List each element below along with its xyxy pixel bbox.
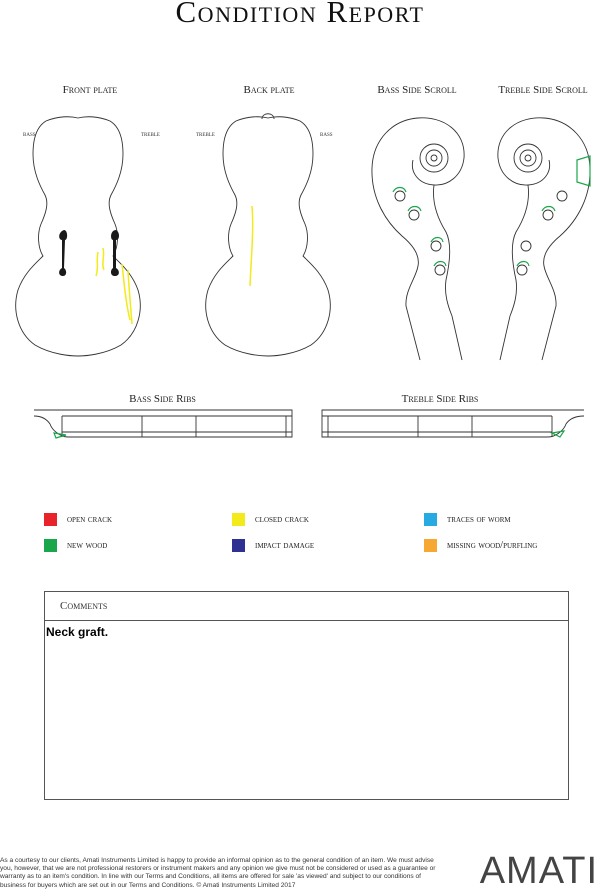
bass-peg-hole-3: [431, 241, 441, 251]
legend-label: impact damage: [255, 540, 315, 551]
new-wood-marks: [54, 156, 590, 438]
bass-peg-hole-2: [409, 210, 419, 220]
closed-crack-swatch: [232, 513, 245, 526]
back-plate-outline: [206, 117, 331, 356]
bass-ribs-outline: [34, 410, 292, 437]
treble-peg-hole-1: [557, 191, 567, 201]
bass-scroll-label: Bass Side Scroll: [377, 84, 457, 96]
treble-peg-hole-3: [521, 241, 531, 251]
page-title: Condition Report: [175, 0, 425, 29]
treble-scroll-outline: [498, 118, 590, 360]
comments-header: [45, 592, 568, 621]
legend-label: closed crack: [255, 514, 309, 525]
comments-box: [44, 591, 569, 800]
front-bass-side-label: bass: [23, 130, 36, 138]
treble-peg-hole-4: [517, 265, 527, 275]
legend-label: new wood: [67, 540, 108, 551]
open-crack-swatch: [44, 513, 57, 526]
back-plate-label: Back plate: [243, 84, 295, 96]
f-holes: [59, 230, 119, 276]
treble-ribs-label: Treble Side Ribs: [401, 393, 479, 405]
bass-peg-hole-4: [435, 265, 445, 275]
disclaimer-text: As a courtesy to our clients, Amati Instruments Limited is happy to provide an informal opinion as to the general condition of an item. We must advise you, however, that we are not professional restorers or instrument makers and any opinion we give must not be considered or used as a guarantee or warranty as to an item's condition. In line with our Terms and Conditions, all items are offered for sale 'as viewed' and subject to our conditions of business for buyers which are set out in our Terms and Conditions. © Amati Instruments Limited 2017: [0, 857, 436, 889]
legend-label: traces of worm: [447, 514, 511, 525]
front-treble-side-label: treble: [141, 130, 160, 138]
closed-crack-marks: [96, 206, 253, 324]
legend-label: open crack: [67, 514, 113, 525]
impact-damage-swatch: [232, 539, 245, 552]
amati-logo: AMATI: [479, 850, 598, 892]
comments-text[interactable]: Neck graft.: [46, 625, 109, 639]
back-treble-side-label: treble: [196, 130, 215, 138]
legend-label: missing wood/purfling: [447, 540, 538, 551]
bass-peg-hole-1: [395, 191, 405, 201]
comments-heading: Comments: [60, 600, 108, 612]
traces-of-worm-swatch: [424, 513, 437, 526]
front-plate-label: Front plate: [62, 84, 118, 96]
bass-ribs-label: Bass Side Ribs: [129, 393, 196, 405]
back-bass-side-label: bass: [320, 130, 333, 138]
treble-peg-hole-2: [543, 210, 553, 220]
treble-scroll-label: Treble Side Scroll: [498, 84, 588, 96]
bass-scroll-outline: [372, 118, 464, 360]
treble-ribs-outline: [322, 410, 584, 437]
front-plate-outline: [16, 117, 141, 356]
new-wood-swatch: [44, 539, 57, 552]
missing-wood-swatch: [424, 539, 437, 552]
